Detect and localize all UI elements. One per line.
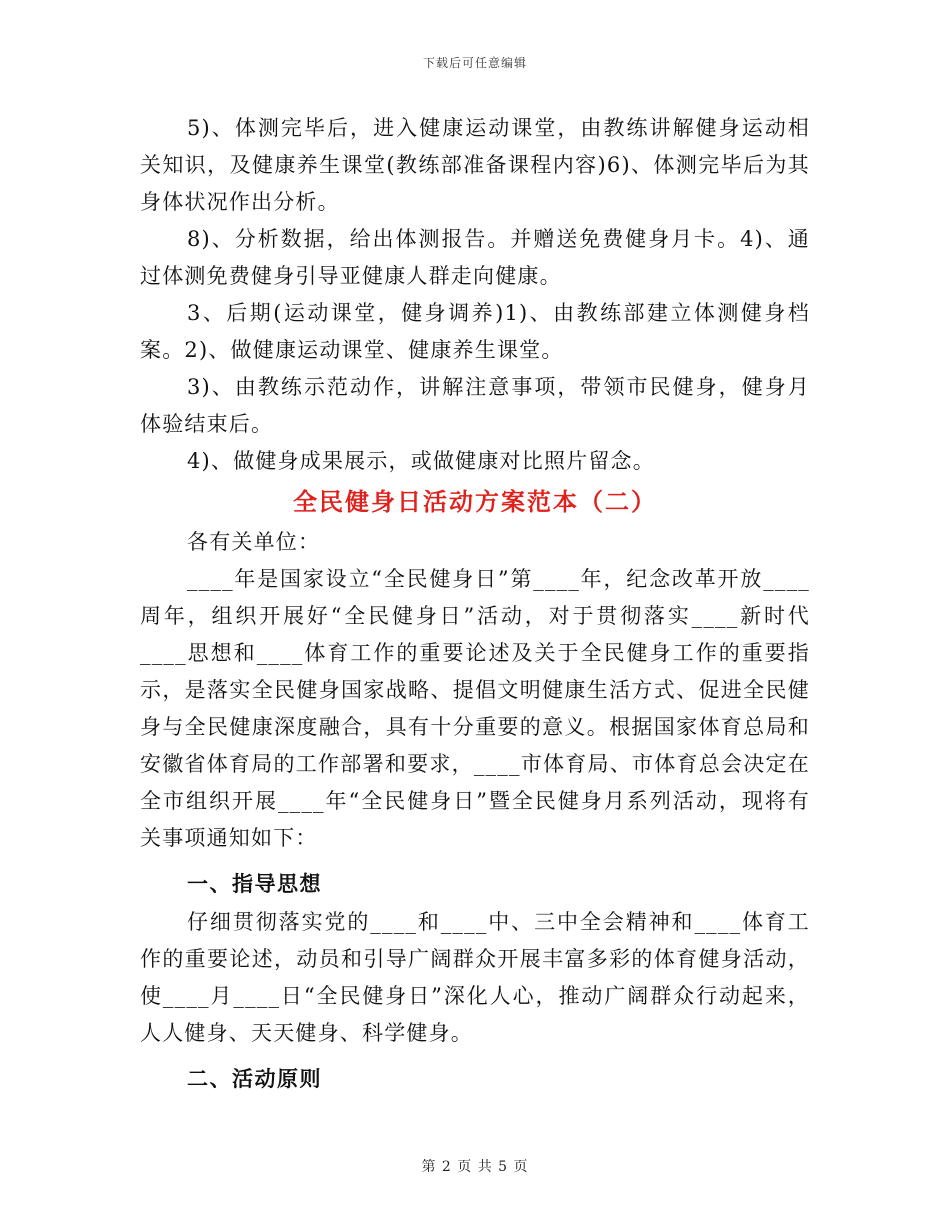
- heading-activity-principles: 二、活动原则: [187, 1066, 322, 1091]
- page-number-footer: 第 2 页 共 5 页: [421, 1159, 529, 1175]
- guiding-paragraph: 仔细贯彻落实党的____和____中、三中全会精神和____体育工作的重要论述，动员和引导广阔群众开展丰富多彩的体育健身活动，使____月____日“全民健身日”深化人心，推动广阔群众行动起来，人人健身、天天健身、科学健身。: [140, 910, 810, 1045]
- intro-paragraph: ____年是国家设立“全民健身日”第____年，纪念改革开放____周年，组织开展好“全民健身日”活动，对于贯彻落实____新时代____思想和____体育工作的重要论述及关于全民健身工作的重要指示，是落实全民健身国家战略、提倡文明健康生活方式、促进全民健身与全民健康深度融合，具有十分重要的意义。根据国家体育总局和安徽省体育局的工作部署和要求，____市体育局、市体育总会决定在全市组织开展____年“全民健身日”暨全民健身月系列活动，现将有关事项通知如下：: [140, 567, 810, 850]
- paragraph-results-show: 4)、做健身成果展示，或做健康对比照片留念。: [187, 449, 655, 473]
- document-body: [140, 110, 810, 1099]
- heading-guiding-thought: 一、指导思想: [187, 871, 322, 896]
- section-title: 全民健身日活动方案范本（二）: [293, 487, 657, 516]
- salutation: 各有关单位：: [187, 530, 321, 554]
- paragraph-later-stage: 3、后期(运动课堂，健身调养)1)、由教练部建立体测健身档案。2)、做健康运动课堂、健康养生课堂。: [140, 301, 810, 362]
- paragraph-step-5-6: 5)、体测完毕后，进入健康运动课堂，由教练讲解健身运动相关知识，及健康养生课堂(教练部准备课程内容)6)、体测完毕后为其身体状况作出分析。: [140, 116, 810, 214]
- paragraph-coach-demo: 3)、由教练示范动作，讲解注意事项，带领市民健身，健身月体验结束后。: [140, 375, 810, 436]
- page-header-note: 下载后可任意编辑: [422, 56, 527, 70]
- paragraph-step-8-4: 8)、分析数据，给出体测报告。并赠送免费健身月卡。4)、通过体测免费健身引导亚健康人群走向健康。: [140, 227, 810, 288]
